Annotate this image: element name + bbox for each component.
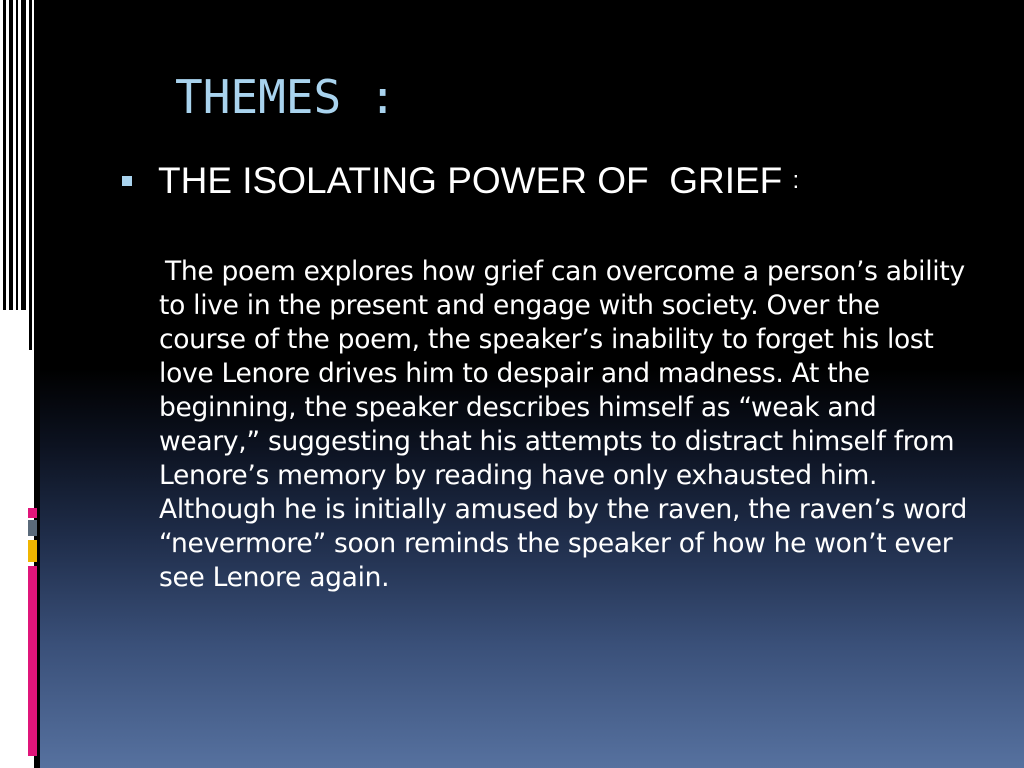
strip-line bbox=[3, 0, 6, 310]
strip-line bbox=[29, 0, 32, 350]
bullet-heading-colon: : bbox=[792, 167, 800, 194]
strip-line bbox=[21, 0, 26, 310]
slide-title: THEMES : bbox=[175, 70, 397, 124]
body-paragraph: The poem explores how grief can overcome a person’s ability to live in the present and engage with society. Over the course of the poem, the speaker’s inability to forget his lost love Lenore drives him to despair and madness. At the beginning, the speaker describes himself as “weak and weary,” suggesting that his attempts to distract himself from Lenore’s memory by reading have only exhausted him. Although he is initially amused by the raven, the raven’s word “nevermore” soon reminds the speaker of how he won’t ever see Lenore again. bbox=[159, 256, 968, 593]
accent-yellow-block bbox=[28, 540, 37, 562]
accent-pink-block bbox=[28, 508, 37, 518]
bullet-square-icon bbox=[122, 176, 132, 186]
strip-line bbox=[9, 0, 13, 310]
bullet-item bbox=[122, 160, 799, 202]
bullet-heading: THE ISOLATING POWER OF GRIEF bbox=[158, 160, 793, 201]
left-decorative-strip bbox=[0, 0, 40, 768]
strip-line bbox=[16, 0, 18, 310]
accent-pink-bar bbox=[28, 566, 37, 756]
accent-gray-block bbox=[28, 520, 37, 536]
